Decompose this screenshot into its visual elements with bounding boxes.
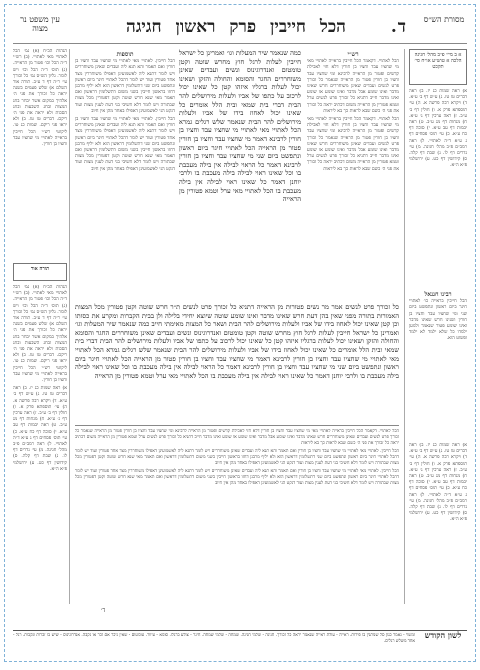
gemara-text: כמה שנאמר שיר המעלות וגו׳ ואמרינן כל ישראל חייבין לעלות לרגל חוץ מחרש שוטה וקטן טומטום ואנדרוגינוס ונשים ועבדים שאינן משוחררים החגר והסומא והחולה והזקן ושאינו יכול לעלות ברגליו איזהו קטן כל שאינו יכול לרכוב על כתפו של אביו ולעלות מירושלים להר הבית דברי בית שמאי ובית הלל אומרים כל שאינו יכול לאחוז בידו של אביו ולעלות מירושלים להר הבית שנאמר שלש רגלים גמרא הכל לאתויי מאי לאתויי מי שחציו עבד וחציו בן חורין לרבינא דאמר מי שחציו עבד וחציו בן חורין פטור מן הראייה הכל לאתויי חיגר ביום ראשון ונתפשט ביום שני מי שחציו עבד וחציו בן חורין לרבינא דאמר כל הראוי לבילה אין בילה מעכבת בו וכל שאינו ראוי לבילה בילה מעכבת בו ולרבי יוחנן דאמר כל שאינו ראוי לבילה אין בילה מעכבת בו הכל לאתויי מאי ערל וטמא פטורין מן הראייה	[179, 49, 301, 204]
rashi-heading: רש״י	[347, 51, 359, 58]
left-lower-text-2: א) ראה שמות כג יז. ב) ראה דברים טז טז. ג) ע״ש דף ב׳ ע״א. ד) ויקרא רבה פרשה א. ה) עי׳ תוספתא פרק א. ו) חולין דף ב׳ ע״ב. ז) ראה ערכין דף ג׳ ע״א. ח) מנחות דף מג ע״ב. ט) ראה יבמות דף עב ע״א. י) סוכה דף כח ע״א. כ) עי׳ תוס׳ פסחים דף ג ע״א ד״ה לאתויי. ל) ראה רמב״ם פ״ב מהל׳ חגיגה. מ) עי׳ נדרים דף לו. נ) שבת דף קלה. ס) קידושין דף כט. ע) ירושלמי פ״א ה״א.	[13, 386, 67, 472]
bottom-band	[13, 630, 467, 653]
left-lower-text: הגהות הב״ח (א) גמ׳ הכל לאתויי מאי לאתויי. (ב) רש״י ד״ה הכל וכו׳ פטור מן הראייה. (ג) תוס׳ ד״ה הכל וכו׳ ויש לומר. גליון הש״ס גמ׳ כל זכורך עי׳ ר״ה דף ד ע״ב. תורה אור השלם א) שלש פעמים בשנה יראה כל זכורך את פני ה׳ אלהיך במקום אשר יבחר בחג המצות ובחג השבעות ובחג הסכות ולא יראה את פני ה׳ ריקם. דברים טז טז. ב) ולא יראו פני ריקם. שמות כג טו. ליקוטי רש״י הכל חייבין בראייה לאתויי מי שחציו עבד וחציו בן חורין.	[13, 285, 67, 384]
header-rule	[13, 43, 467, 44]
gemara-text-bottom	[75, 303, 399, 421]
rashi-text: הכל לאתויי. דקאמר הכל חייבין בראייה לאתויי מאי מי שחציו עבד וחציו בן חורין דלא חזי לאכילת קדשים ופטור מן הראייה לרבינא ומי שחציו עבד וחציו בן חורין פטור מן הראייה שנאמר כל זכורך פרט לנשים ועבדים שאינן משוחררים חרש שאינו מדבר ואינו שומע אבל מדבר ואינו שומע או שומע ואינו מדבר חייב דתניא כל זכורך פרט לנשים ערל וטמא פטורין מן הראייה משום דכתיב יראה כל זכורך את פני ה׳ כשם שבא לראות כך בא ליראות	[307, 59, 399, 114]
rashi-column	[307, 49, 399, 297]
ein-mishpat-box: א ב מיי׳ פ״ב מהל׳ חגיגה הלכה א טוש״ע או״ח סי׳ תקכט	[409, 49, 467, 85]
gemara-text-3: כמה שנאמר שיר המעלות וגו׳ ואמרינן כל ישראל חייבין לעלות לרגל חוץ מחרש שוטה וקטן טומטום ואנדרוגינוס ונשים ועבדים שאינן משוחררים החגר והסומא והחולה והזקן ושאינו יכול לעלות ברגליו איזהו קטן כל שאינו יכול לרכוב על כתפו של אביו ולעלות מירושלים להר הבית דברי בית שמאי ובית הלל אומרים כל שאינו יכול לאחוז בידו של אביו ולעלות מירושלים להר הבית שנאמר שלש רגלים גמרא הכל לאתויי מאי לאתויי מי שחציו עבד וחציו בן חורין לרבינא דאמר מי שחציו עבד וחציו בן חורין פטור מן הראייה הכל לאתויי חיגר ביום ראשון ונתפשט ביום שני מי שחציו עבד וחציו בן חורין לרבינא דאמר כל הראוי לבילה אין בילה מעכבת בו וכל שאינו ראוי לבילה בילה מעכבת בו ולרבי יוחנן דאמר כל שאינו ראוי לבילה אין בילה מעכבת בו הכל לאתויי מאי ערל וטמא פטורין מן הראייה	[75, 320, 399, 380]
right-extra-text: א) ראה שמות כג יז. ב) ראה דברים טז טז. ג) ע״ש דף ב׳ ע״א. ד) ויקרא רבה פרשה א. ה) עי׳ תוספתא פרק א. ו) חולין דף ב׳ ע״ב. ז) ראה ערכין דף ג׳ ע״א. ח) מנחות דף מג ע״ב. ט) ראה יבמות דף עב ע״א. י) סוכה דף כח ע״א. כ) עי׳ תוס׳ פסחים דף ג ע״א ד״ה לאתויי. ל) ראה רמב״ם פ״ב מהל׳ חגיגה. מ) עי׳ נדרים דף לו. נ) שבת דף קלה. ס) קידושין דף כט. ע) ירושלמי פ״א ה״א.	[409, 443, 467, 523]
tosafot-heading: תוספות	[116, 51, 134, 58]
talmud-page	[4, 4, 476, 662]
right-extra-column	[409, 443, 467, 603]
glossary-text: ומשוי - נאמר כגון סל שנותנין בו פירות. ראייה - עולת ראייה שנאמר יראה כל זכורך. חגיגה - שלמי חגיגה. שמחה - שלמי שמחה. חיגר - צולע ברגלו. סומא - עיוור. טומטום - שאין ניכר אם זכר או נקבה. אנדרוגינוס - שיש בו זכרות ונקבות. רגל - אחד משלש רגלים.	[13, 633, 415, 644]
right-column-divider	[404, 49, 405, 604]
rabbeinu-chananel-text: הכל חייבין בראייה כו׳ לאתויי חיגר ביום ראשון ונתפשט ביום שני ומי שחציו עבד וחציו בן חורין ושנינו חרש שאינו מדבר ואינו שומע פטור שנאמר ולמען ילמדו כל שלא ילמד לא ילמד ופשוט הוא.	[409, 299, 467, 342]
page-header	[13, 15, 467, 41]
left-notes-column	[13, 49, 67, 259]
mesoret-column	[409, 89, 467, 285]
lashon-hakodesh-label: לשון הקודש	[424, 630, 462, 640]
mesoret-text: א) ראה שמות כג יז. ב) ראה דברים טז טז. ג) ע״ש דף ב׳ ע״א. ד) ויקרא רבה פרשה א. ה) עי׳ תוספתא פרק א. ו) חולין דף ב׳ ע״ב. ז) ראה ערכין דף ג׳ ע״א. ח) מנחות דף מג ע״ב. ט) ראה יבמות דף עב ע״א. י) סוכה דף כח ע״א. כ) עי׳ תוס׳ פסחים דף ג ע״א ד״ה לאתויי. ל) ראה רמב״ם פ״ב מהל׳ חגיגה. מ) עי׳ נדרים דף לו. נ) שבת דף קלה. ס) קידושין דף כט. ע) ירושלמי פ״א ה״א.	[409, 89, 467, 169]
tosafot-column	[75, 49, 175, 297]
ein-mishpat-label: עין משפט נר מצוה	[20, 15, 60, 33]
perek-label: פרק ראשון	[175, 17, 257, 37]
tosafot-text: הכל חייבין. לאתויי מאי לאתויי מי שחציו עבד וחציו בן חורין ואם תאמר והא תנא ליה ועבדים שאינן משוחררים ויש לומר דתנא ליה לאשמועינן דאפילו משוחררין מצד אחד פטורין ועוד יש לומר דהכל לאתויי חיגר ביום ראשון ונתפשט ביום שני דתשלומין דראשון הוא ולא יליף מרבנן דחזו בראשון חייבין בשני משום דתשלומין דראשון ואם תאמר מאי שנא חרש שוטה וקטן דפטורין מכל מצות שבתורה ויש לומר דלא חשיבי בני דעת לענין מצות ועוד דנקט הני לאשמועינן דאפילו באחד מהן אין חיוב	[75, 59, 175, 114]
left-lower-column	[13, 285, 67, 603]
bottom-rashi-text: הכל לאתויי. דקאמר הכל חייבין בראייה לאתויי מאי מי שחציו עבד וחציו בן חורין דלא חזי לאכילת קדשים ופטור מן הראייה לרבינא ומי שחציו עבד וחציו בן חורין פטור מן הראייה שנאמר כל זכורך פרט לנשים ועבדים שאינן משוחררים חרש שאינו מדבר ואינו שומע אבל מדבר ואינו שומע או שומע ואינו מדבר חייב דתניא כל זכורך פרט לנשים ערל וטמא פטורין מן הראייה משום דכתיב יראה כל זכורך את פני ה׳ כשם שבא לראות כך בא ליראות	[75, 429, 399, 446]
mesoret-hashas-label: מסורת הש״ס	[423, 15, 465, 24]
rabbeinu-chananel-column	[409, 289, 467, 439]
bottom-commentary	[75, 429, 399, 599]
tractate-name: חגיגה	[126, 17, 162, 37]
commentary-rule	[75, 425, 399, 426]
torah-or-box: תורה אור	[13, 263, 67, 281]
gemara-text-2: כל זכורך פרט לנשים אמר מר נשים פטורות מן הראייה דתניא כל זכורך פרט לנשים ת״ר חרש שוטה וקטן פטורין מכל המצות האמורות בתורה מפני שאין בהן דעת חרש שאינו מדבר ואינו שומע שוטה שיוצא יחידי בלילה ולן בבית הקברות ומקרע את כסותו וכן קטן שאינו יכול לאחוז בידו של אביו ולעלות מירושלים להר הבית ושאר כל המצות מאימתי חייב	[75, 303, 399, 329]
bottom-tosafot-text: הכל חייבין. לאתויי מאי לאתויי מי שחציו עבד וחציו בן חורין ואם תאמר והא תנא ליה ועבדים שאינן משוחררים ויש לומר דתנא ליה לאשמועינן דאפילו משוחררין מצד אחד פטורין ועוד יש לומר דהכל לאתויי חיגר ביום ראשון ונתפשט ביום שני דתשלומין דראשון הוא ולא יליף מרבנן דחזו בראשון חייבין בשני משום דתשלומין דראשון ואם תאמר מאי שנא חרש שוטה וקטן דפטורין מכל מצות שבתורה ויש לומר דלא חשיבי בני דעת לענין מצות ועוד דנקט הני לאשמועינן דאפילו באחד מהן אין חיוב	[75, 449, 399, 466]
gemara-text-top	[179, 49, 301, 297]
rashi-text-continued: הכל לאתויי. דקאמר הכל חייבין בראייה לאתויי מאי מי שחציו עבד וחציו בן חורין דלא חזי לאכילת קדשים ופטור מן הראייה לרבינא ומי שחציו עבד וחציו בן חורין פטור מן הראייה שנאמר כל זכורך פרט לנשים ועבדים שאינן משוחררים חרש שאינו מדבר ואינו שומע אבל מדבר ואינו שומע או שומע ואינו מדבר חייב דתניא כל זכורך פרט לנשים ערל וטמא פטורין מן הראייה משום דכתיב יראה כל זכורך את פני ה׳ כשם שבא לראות כך בא ליראות	[307, 117, 399, 172]
amud-number: ד.	[390, 17, 407, 37]
bottom-tosafot-text-2: הכל חייבין. לאתויי מאי לאתויי מי שחציו עבד וחציו בן חורין ואם תאמר והא תנא ליה ועבדים שאינן משוחררים ויש לומר דתנא ליה לאשמועינן דאפילו משוחררין מצד אחד פטורין ועוד יש לומר דהכל לאתויי חיגר ביום ראשון ונתפשט ביום שני דתשלומין דראשון הוא ולא יליף מרבנן דחזו בראשון חייבין בשני משום דתשלומין דראשון ואם תאמר מאי שנא חרש שוטה וקטן דפטורין מכל מצות שבתורה ויש לומר דלא חשיבי בני דעת לענין מצות ועוד דנקט הני לאשמועינן דאפילו באחד מהן אין חיוב	[75, 469, 399, 486]
tosafot-text-continued: הכל חייבין. לאתויי מאי לאתויי מי שחציו עבד וחציו בן חורין ואם תאמר והא תנא ליה ועבדים שאינן משוחררים ויש לומר דתנא ליה לאשמועינן דאפילו משוחררין מצד אחד פטורין ועוד יש לומר דהכל לאתויי חיגר ביום ראשון ונתפשט ביום שני דתשלומין דראשון הוא ולא יליף מרבנן דחזו בראשון חייבין בשני משום דתשלומין דראשון ואם תאמר מאי שנא חרש שוטה וקטן דפטורין מכל מצות שבתורה ויש לומר דלא חשיבי בני דעת לענין מצות ועוד דנקט הני לאשמועינן דאפילו באחד מהן אין חיוב	[75, 117, 175, 172]
rabbeinu-chananel-heading: רבינו חננאל	[424, 291, 452, 298]
left-column-divider	[69, 49, 70, 604]
left-notes-text: הגהות הב״ח (א) גמ׳ הכל לאתויי מאי לאתויי. (ב) רש״י ד״ה הכל וכו׳ פטור מן הראייה. (ג) תוס׳ ד״ה הכל וכו׳ ויש לומר. גליון הש״ס גמ׳ כל זכורך עי׳ ר״ה דף ד ע״ב. תורה אור השלם א) שלש פעמים בשנה יראה כל זכורך את פני ה׳ אלהיך במקום אשר יבחר בחג המצות ובחג השבעות ובחג הסכות ולא יראה את פני ה׳ ריקם. דברים טז טז. ב) ולא יראו פני ריקם. שמות כג טו. ליקוטי רש״י הכל חייבין בראייה לאתויי מי שחציו עבד וחציו בן חורין.	[13, 49, 67, 148]
page-title	[85, 17, 387, 37]
page-number: ד׳	[101, 607, 106, 614]
chapter-name: הכל חייבין	[270, 17, 346, 37]
